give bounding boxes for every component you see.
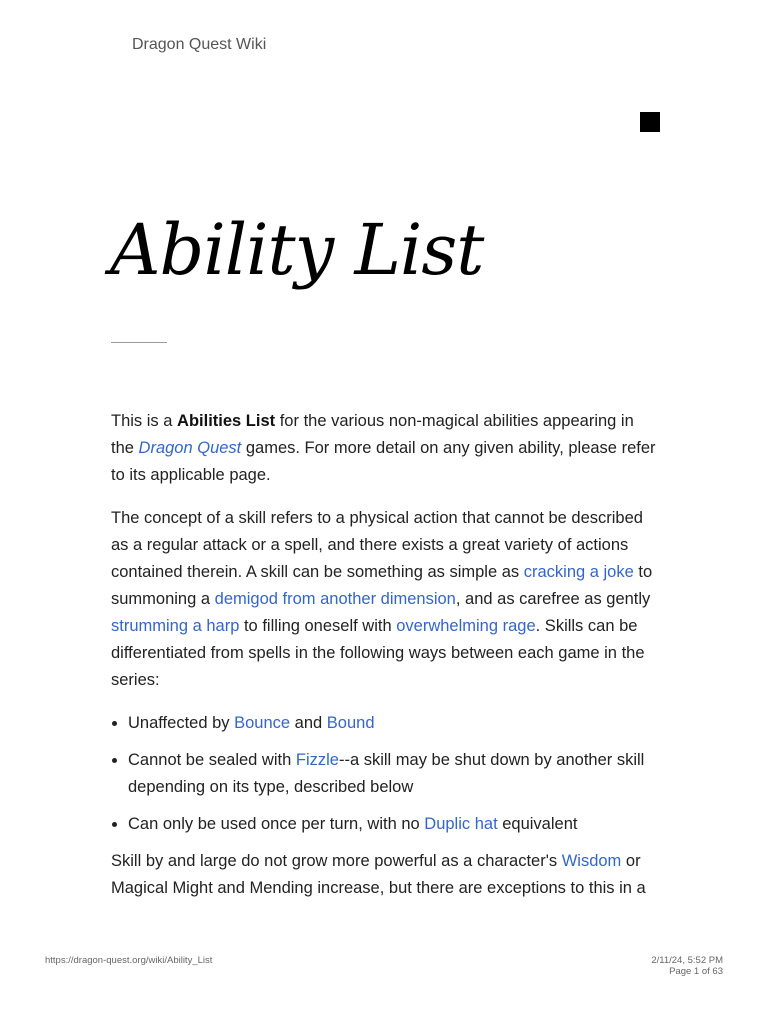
intro-paragraph: This is a Abilities List for the various non-magical abilities appearing in the Dragon Quest games. For more detail on any given ability, please refer to its applicable page. bbox=[111, 412, 656, 484]
footer-page-number: Page 1 of 63 bbox=[669, 966, 723, 977]
differences-list bbox=[111, 710, 661, 838]
link-dragon-quest[interactable]: Dragon Quest bbox=[138, 439, 242, 457]
article-content bbox=[111, 408, 661, 918]
concept-paragraph: The concept of a skill refers to a physical action that cannot be described as a regular attack or a spell, and there exists a great variety of actions contained therein. A skill can be something as simple as cracking a joke to summoning a demigod from another dimension, and as carefree as gently strumming a harp to filling oneself with overwhelming rage. Skills can be differentiated from spells in the following ways between each game in the series: bbox=[111, 509, 653, 689]
link-fizzle[interactable]: Fizzle bbox=[295, 751, 339, 769]
link-bound[interactable]: Bound bbox=[326, 714, 375, 732]
link-duplic-hat[interactable]: Duplic hat bbox=[424, 815, 498, 833]
list-item: • Cannot be sealed with Fizzle--a skill may be shut down by another skill depending on its type, described below bbox=[128, 747, 661, 801]
title-divider bbox=[111, 342, 167, 343]
list-item: • Can only be used once per turn, with no Duplic hat equivalent bbox=[128, 811, 661, 838]
footer-meta bbox=[651, 955, 723, 977]
link-bounce[interactable]: Bounce bbox=[234, 714, 291, 732]
link-cracking-a-joke[interactable]: cracking a joke bbox=[523, 563, 634, 581]
link-demigod[interactable]: demigod from another dimension bbox=[214, 590, 456, 608]
bold-term: Abilities List bbox=[177, 412, 276, 430]
footer-datetime: 2/11/24, 5:52 PM bbox=[651, 955, 723, 966]
wisdom-paragraph: Skill by and large do not grow more powerful as a character's Wisdom or Magical Might and Mending increase, but there are exceptions to this in a bbox=[111, 852, 646, 897]
menu-square-icon[interactable] bbox=[640, 112, 660, 132]
link-wisdom[interactable]: Wisdom bbox=[561, 852, 622, 870]
link-strumming-a-harp[interactable]: strumming a harp bbox=[111, 617, 240, 635]
footer-url: https://dragon-quest.org/wiki/Ability_List bbox=[45, 955, 213, 966]
page-title: Ability List bbox=[110, 209, 484, 291]
link-overwhelming-rage[interactable]: overwhelming rage bbox=[396, 617, 536, 635]
site-name[interactable]: Dragon Quest Wiki bbox=[132, 36, 267, 53]
list-item: • Unaffected by Bounce and Bound bbox=[128, 710, 661, 737]
